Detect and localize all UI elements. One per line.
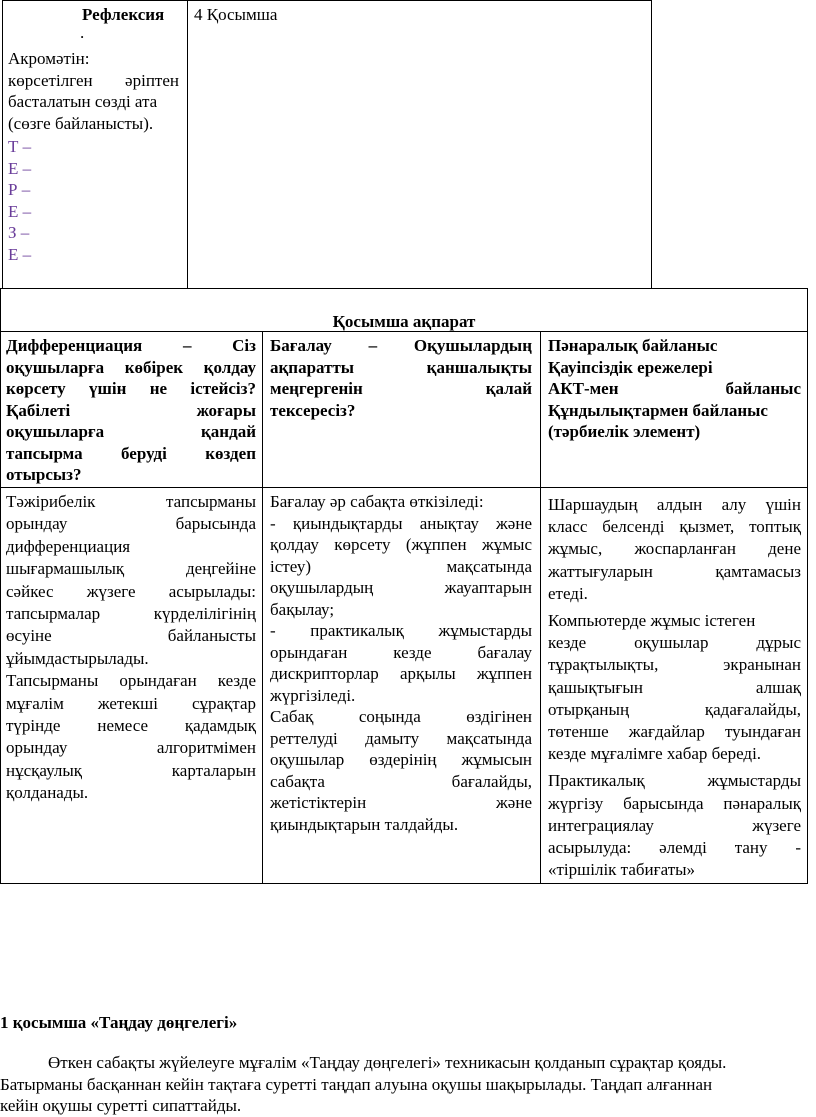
instruction-line: Акромәтін:: [8, 49, 90, 68]
body-line: асырылуда: әлемді тану -: [548, 838, 801, 858]
instruction-line: басталатын сөзді ата: [8, 92, 158, 111]
body-line: тұрақтылықты, экранынан: [548, 655, 801, 675]
body-line: кезде мұғалімге хабар береді.: [548, 744, 762, 764]
interdisciplinary-header: [548, 335, 801, 443]
body-line: оқушылар өздерінің жұмысын: [270, 750, 532, 769]
body-line: орындаған кезде бағалау: [270, 642, 532, 662]
body-line: орындау алгоритмімен: [6, 738, 256, 758]
header-line: тексересіз?: [270, 400, 356, 420]
body-line: интеграциялау жүзеге: [548, 815, 801, 835]
body-line: жаттығуларын қамтамасыз: [548, 561, 801, 581]
body-line: Сабақ соңында өздігінен: [270, 707, 532, 726]
paragraph-line: Батырманы басқаннан кейін тақтаға суретті таңдап алуына оқушы шақырылады. Таңдап алғаннан: [0, 1074, 713, 1094]
body-line: сәйкес жүзеге асырылады:: [6, 581, 256, 601]
body-line: Шаршаудың алдын алу үшін: [548, 495, 801, 514]
acrostic-letter: Т –: [8, 137, 32, 156]
integration-paragraph: [548, 770, 801, 881]
section-paragraph: [0, 1052, 816, 1117]
body-line: қиындықтарын талдайды.: [270, 814, 459, 834]
header-line: оқушыларға көбірек қолдау: [6, 357, 256, 377]
header-line: Бағалау – Оқушылардың: [270, 336, 532, 355]
body-line: Практикалық жұмыстарды: [548, 771, 801, 791]
assessment-header: [270, 335, 532, 421]
header-line: ақпаратты қаншалықты: [270, 357, 532, 377]
body-line: істеу) мақсатында: [270, 556, 532, 576]
body-line: Бағалау әр сабақта өткізіледі:: [270, 492, 484, 511]
body-line: жетістіктерін және: [270, 793, 532, 812]
body-line: тапсырмалар күрделілігінің: [6, 604, 256, 624]
body-line: қолданады.: [6, 783, 89, 803]
body-line: жүргізіледі.: [270, 685, 356, 705]
body-line: кезде оқушылар дұрыс: [548, 633, 801, 653]
body-line: реттелуді дамыту мақсатында: [270, 728, 532, 748]
safety-paragraph-2: [548, 610, 801, 765]
header-line: Пәнаралық байланыс: [548, 336, 718, 355]
body-line: жұмыс, жоспарланған дене: [548, 539, 801, 559]
body-line: нұсқаулық карталарын: [6, 760, 256, 780]
acrostic-letter: З –: [8, 223, 30, 242]
body-line: орындау барысында: [6, 514, 256, 534]
header-line: Қабілеті жоғары: [6, 400, 256, 420]
body-line: дискрипторлар арқылы жұппен: [270, 664, 532, 683]
body-line: класс белсенді қызмет, топтық: [548, 517, 801, 537]
header-line: меңгергенін қалай: [270, 379, 532, 398]
paragraph-line: кейін оқушы суретті сипаттайды.: [0, 1096, 242, 1115]
acrostic-letter: Е –: [8, 201, 32, 221]
header-line: отырсыз?: [6, 465, 82, 484]
assessment-body: [270, 491, 532, 835]
body-line: төтенше жағдайлар туындаған: [548, 722, 801, 742]
appendix-label: 4 Қосымша: [194, 5, 278, 24]
header-line: Дифференциация – Сіз: [6, 336, 256, 355]
differentiation-header: [6, 335, 256, 486]
body-line: етеді.: [548, 583, 588, 603]
acrostic-instructions: [8, 48, 179, 134]
body-line: оқушылардың жауаптарын: [270, 578, 532, 597]
instruction-line: көрсетілген әріптен: [8, 70, 179, 90]
section-heading: 1 қосымша «Таңдау дөңгелегі»: [0, 1013, 238, 1032]
body-line: өсуіне байланысты: [6, 626, 256, 646]
body-line: Компьютерде жұмыс істеген: [548, 611, 756, 631]
body-line: қолдау көрсету (жұппен жұмыс: [270, 535, 532, 554]
paragraph-line: Өткен сабақты жүйелеуге мұғалім «Таңдау дөңгелегі» техникасын қолданып сұрақтар қояды.: [48, 1053, 727, 1072]
body-line: дифференциация: [6, 536, 131, 556]
body-line: «тіршілік табиғаты»: [548, 860, 696, 880]
header-line: АКТ-мен байланыс: [548, 379, 801, 398]
body-line: Тәжірибелік тапсырманы: [6, 492, 256, 511]
body-line: сабақта бағалайды,: [270, 771, 532, 791]
body-line: қашықтығын алшақ: [548, 677, 801, 697]
interdisciplinary-body: [548, 494, 801, 881]
reflection-title: Рефлексия: [82, 5, 165, 24]
instruction-line: (сөзге байланысты).: [8, 113, 154, 133]
header-line: көрсету үшін не істейсіз?: [6, 379, 256, 398]
acrostic-letter: Е –: [8, 244, 32, 264]
info-table-title: Қосымша ақпарат: [332, 312, 476, 331]
header-line: тапсырма беруді көздеп: [6, 443, 256, 463]
body-line: ұйымдастырылады.: [6, 648, 149, 668]
body-line: шығармашылық деңгейіне: [6, 559, 256, 579]
safety-paragraph-1: [548, 494, 801, 605]
acrostic-letter: Р –: [8, 180, 31, 199]
header-line: оқушыларға қандай: [6, 422, 256, 441]
differentiation-body: [6, 491, 256, 805]
reflection-dot: .: [80, 23, 85, 42]
acrostic-letters: [8, 136, 31, 265]
header-line: (тәрбиелік элемент): [548, 422, 701, 441]
body-line: - қиындықтарды анықтау және: [270, 513, 532, 533]
body-line: - практикалық жұмыстарды: [270, 621, 532, 640]
header-line: Қауіпсіздік ережелері: [548, 357, 713, 377]
body-line: Тапсырманы орындаған кезде: [6, 671, 256, 691]
body-line: бақылау;: [270, 599, 335, 619]
body-line: мұғалім жетекші сұрақтар: [6, 693, 256, 713]
body-line: отырқаның қадағалайды,: [548, 699, 801, 719]
body-line: жүргізу барысында пәнаралық: [548, 793, 801, 813]
header-line: Құндылықтармен байланыс: [548, 400, 768, 420]
body-line: түрінде немесе қадамдық: [6, 716, 256, 736]
acrostic-letter: Е –: [8, 158, 32, 178]
